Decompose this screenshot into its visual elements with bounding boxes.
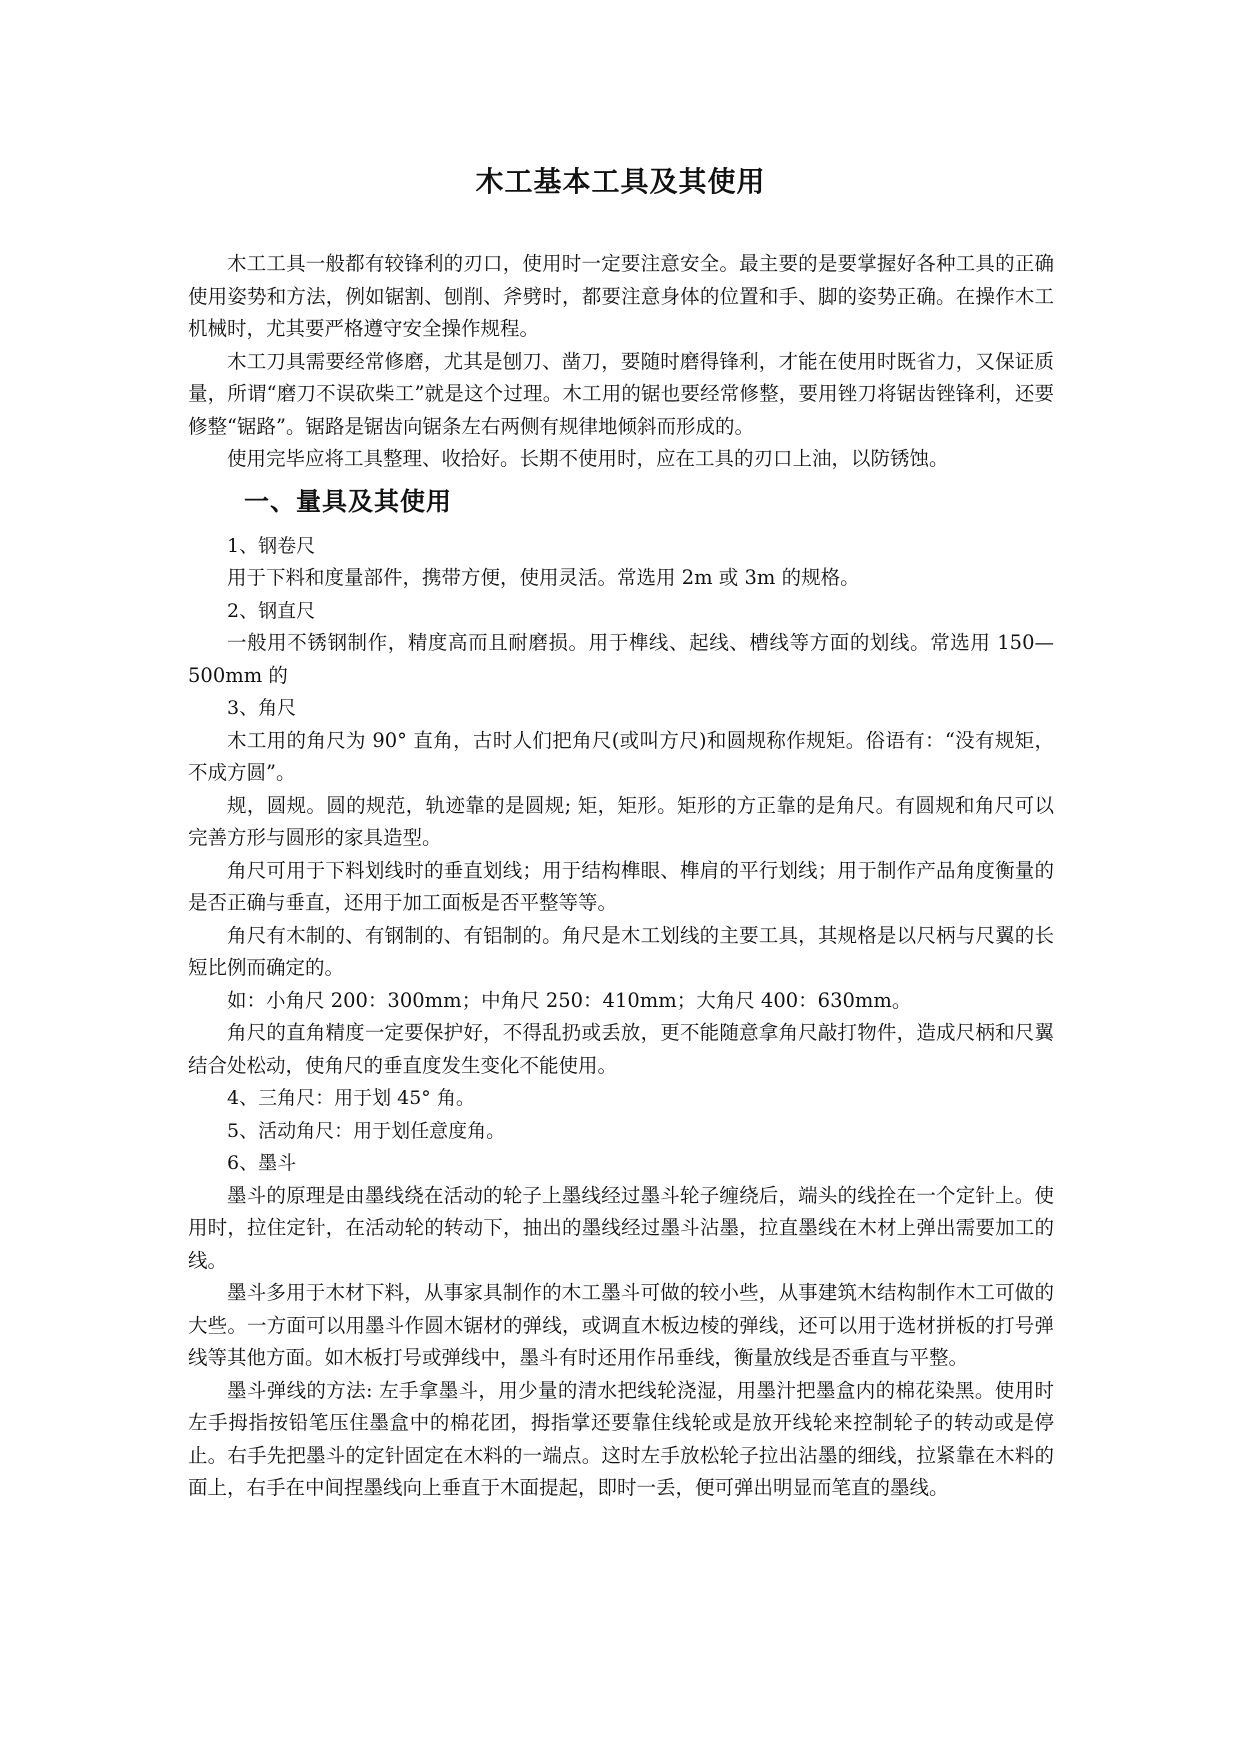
- item-4: 4、三角尺：用于划 45° 角。: [227, 1087, 475, 1109]
- item-3-paragraph: 木工用的角尺为 90° 直角，古时人们把角尺(或叫方尺)和圆规称作规矩。俗语有：“没有规矩，不成方圆”。: [188, 728, 1054, 784]
- item-6-label: 6、墨斗: [227, 1152, 297, 1174]
- item-1-label: 1、钢卷尺: [227, 534, 316, 557]
- page-title: 木工基本工具及其使用: [475, 165, 766, 198]
- document-body: [188, 248, 1054, 1505]
- item-3-paragraph: 如：小角尺 200：300mm；中角尺 250：410mm；大角尺 400：630mm。: [227, 988, 912, 1012]
- item-3-label: 3、角尺: [227, 697, 297, 719]
- intro-paragraph-3: 使用完毕应将工具整理、收拾好。长期不使用时，应在工具的刃口上油，以防锈蚀。: [227, 447, 949, 470]
- item-5: 5、活动角尺：用于划任意度角。: [227, 1119, 506, 1142]
- item-6-paragraph: 墨斗的原理是由墨线绕在活动的轮子上墨线经过墨斗轮子缠绕后，端头的线拴在一个定针上。使用时，拉住定针，在活动轮的转动下，抽出的墨线经过墨斗沾墨，拉直墨线在木材上弹出需要加工的线。: [188, 1183, 1054, 1272]
- intro-paragraph-1: 木工工具一般都有较锋利的刃口，使用时一定要注意安全。最主要的是要掌握好各种工具的正确使用姿势和方法，例如锯割、刨削、斧劈时，都要注意身体的位置和手、脚的姿势正确。在操作木工机械时，尤其要严格遵守安全操作规程。: [188, 252, 1054, 340]
- item-3-paragraph: 角尺可用于下料划线时的垂直划线；用于结构榫眼、榫肩的平行划线；用于制作产品角度衡量的是否正确与垂直，还用于加工面板是否平整等等。: [188, 858, 1054, 914]
- item-2-text: 一般用不锈钢制作，精度高而且耐磨损。用于榫线、起线、槽线等方面的划线。常选用 150—500mm 的: [188, 631, 1054, 687]
- item-2-label: 2、钢直尺: [227, 599, 316, 622]
- item-3-paragraph: 规，圆规。圆的规范，轨迹靠的是圆规; 矩，矩形。矩形的方正靠的是角尺。有圆规和角尺可以完善方形与圆形的家具造型。: [188, 793, 1054, 849]
- item-6-paragraph: 墨斗多用于木材下料，从事家具制作的木工墨斗可做的较小些，从事建筑木结构制作木工可做的大些。一方面可以用墨斗作圆木锯材的弹线，或调直木板边棱的弹线，还可以用于选材拼板的打号弹线等其他方面。如木板打号或弹线中，墨斗有时还用作吊垂线，衡量放线是否垂直与平整。: [188, 1281, 1054, 1369]
- intro-paragraph-2: 木工刀具需要经常修磨，尤其是刨刀、凿刀，要随时磨得锋利，才能在使用时既省力，又保证质量，所谓“磨刀不误砍柴工”就是这个过理。木工用的锯也要经常修整，要用锉刀将锯齿锉锋利，还要修整“锯路”。锯路是锯齿向锯条左右两侧有规律地倾斜而形成的。: [188, 349, 1054, 438]
- item-1-text: 用于下料和度量部件，携带方便，使用灵活。常选用 2m 或 3m 的规格。: [227, 566, 860, 589]
- item-6-paragraph: 墨斗弹线的方法: 左手拿墨斗，用少量的清水把线轮浇湿，用墨汁把墨盒内的棉花染黑。使用时左手拇指按铅笔压住墨盒中的棉花团，拇指掌还要靠住线轮或是放开线轮来控制轮子的转动或是停止。右手先把墨斗的定针固定在木料的一端点。这时左手放松轮子拉出沾墨的细线，拉紧靠在木料的面上，右手在中间捏墨线向上垂直于木面提起，即时一丢，便可弹出明显而笔直的墨线。: [188, 1378, 1054, 1499]
- section-heading: 一、量具及其使用: [244, 486, 453, 516]
- item-3-paragraph: 角尺有木制的、有钢制的、有铝制的。角尺是木工划线的主要工具，其规格是以尺柄与尺翼的长短比例而确定的。: [188, 923, 1054, 979]
- item-3-paragraph: 角尺的直角精度一定要保护好，不得乱扔或丢放，更不能随意拿角尺敲打物件，造成尺柄和尺翼结合处松动，使角尺的垂直度发生变化不能使用。: [188, 1021, 1054, 1077]
